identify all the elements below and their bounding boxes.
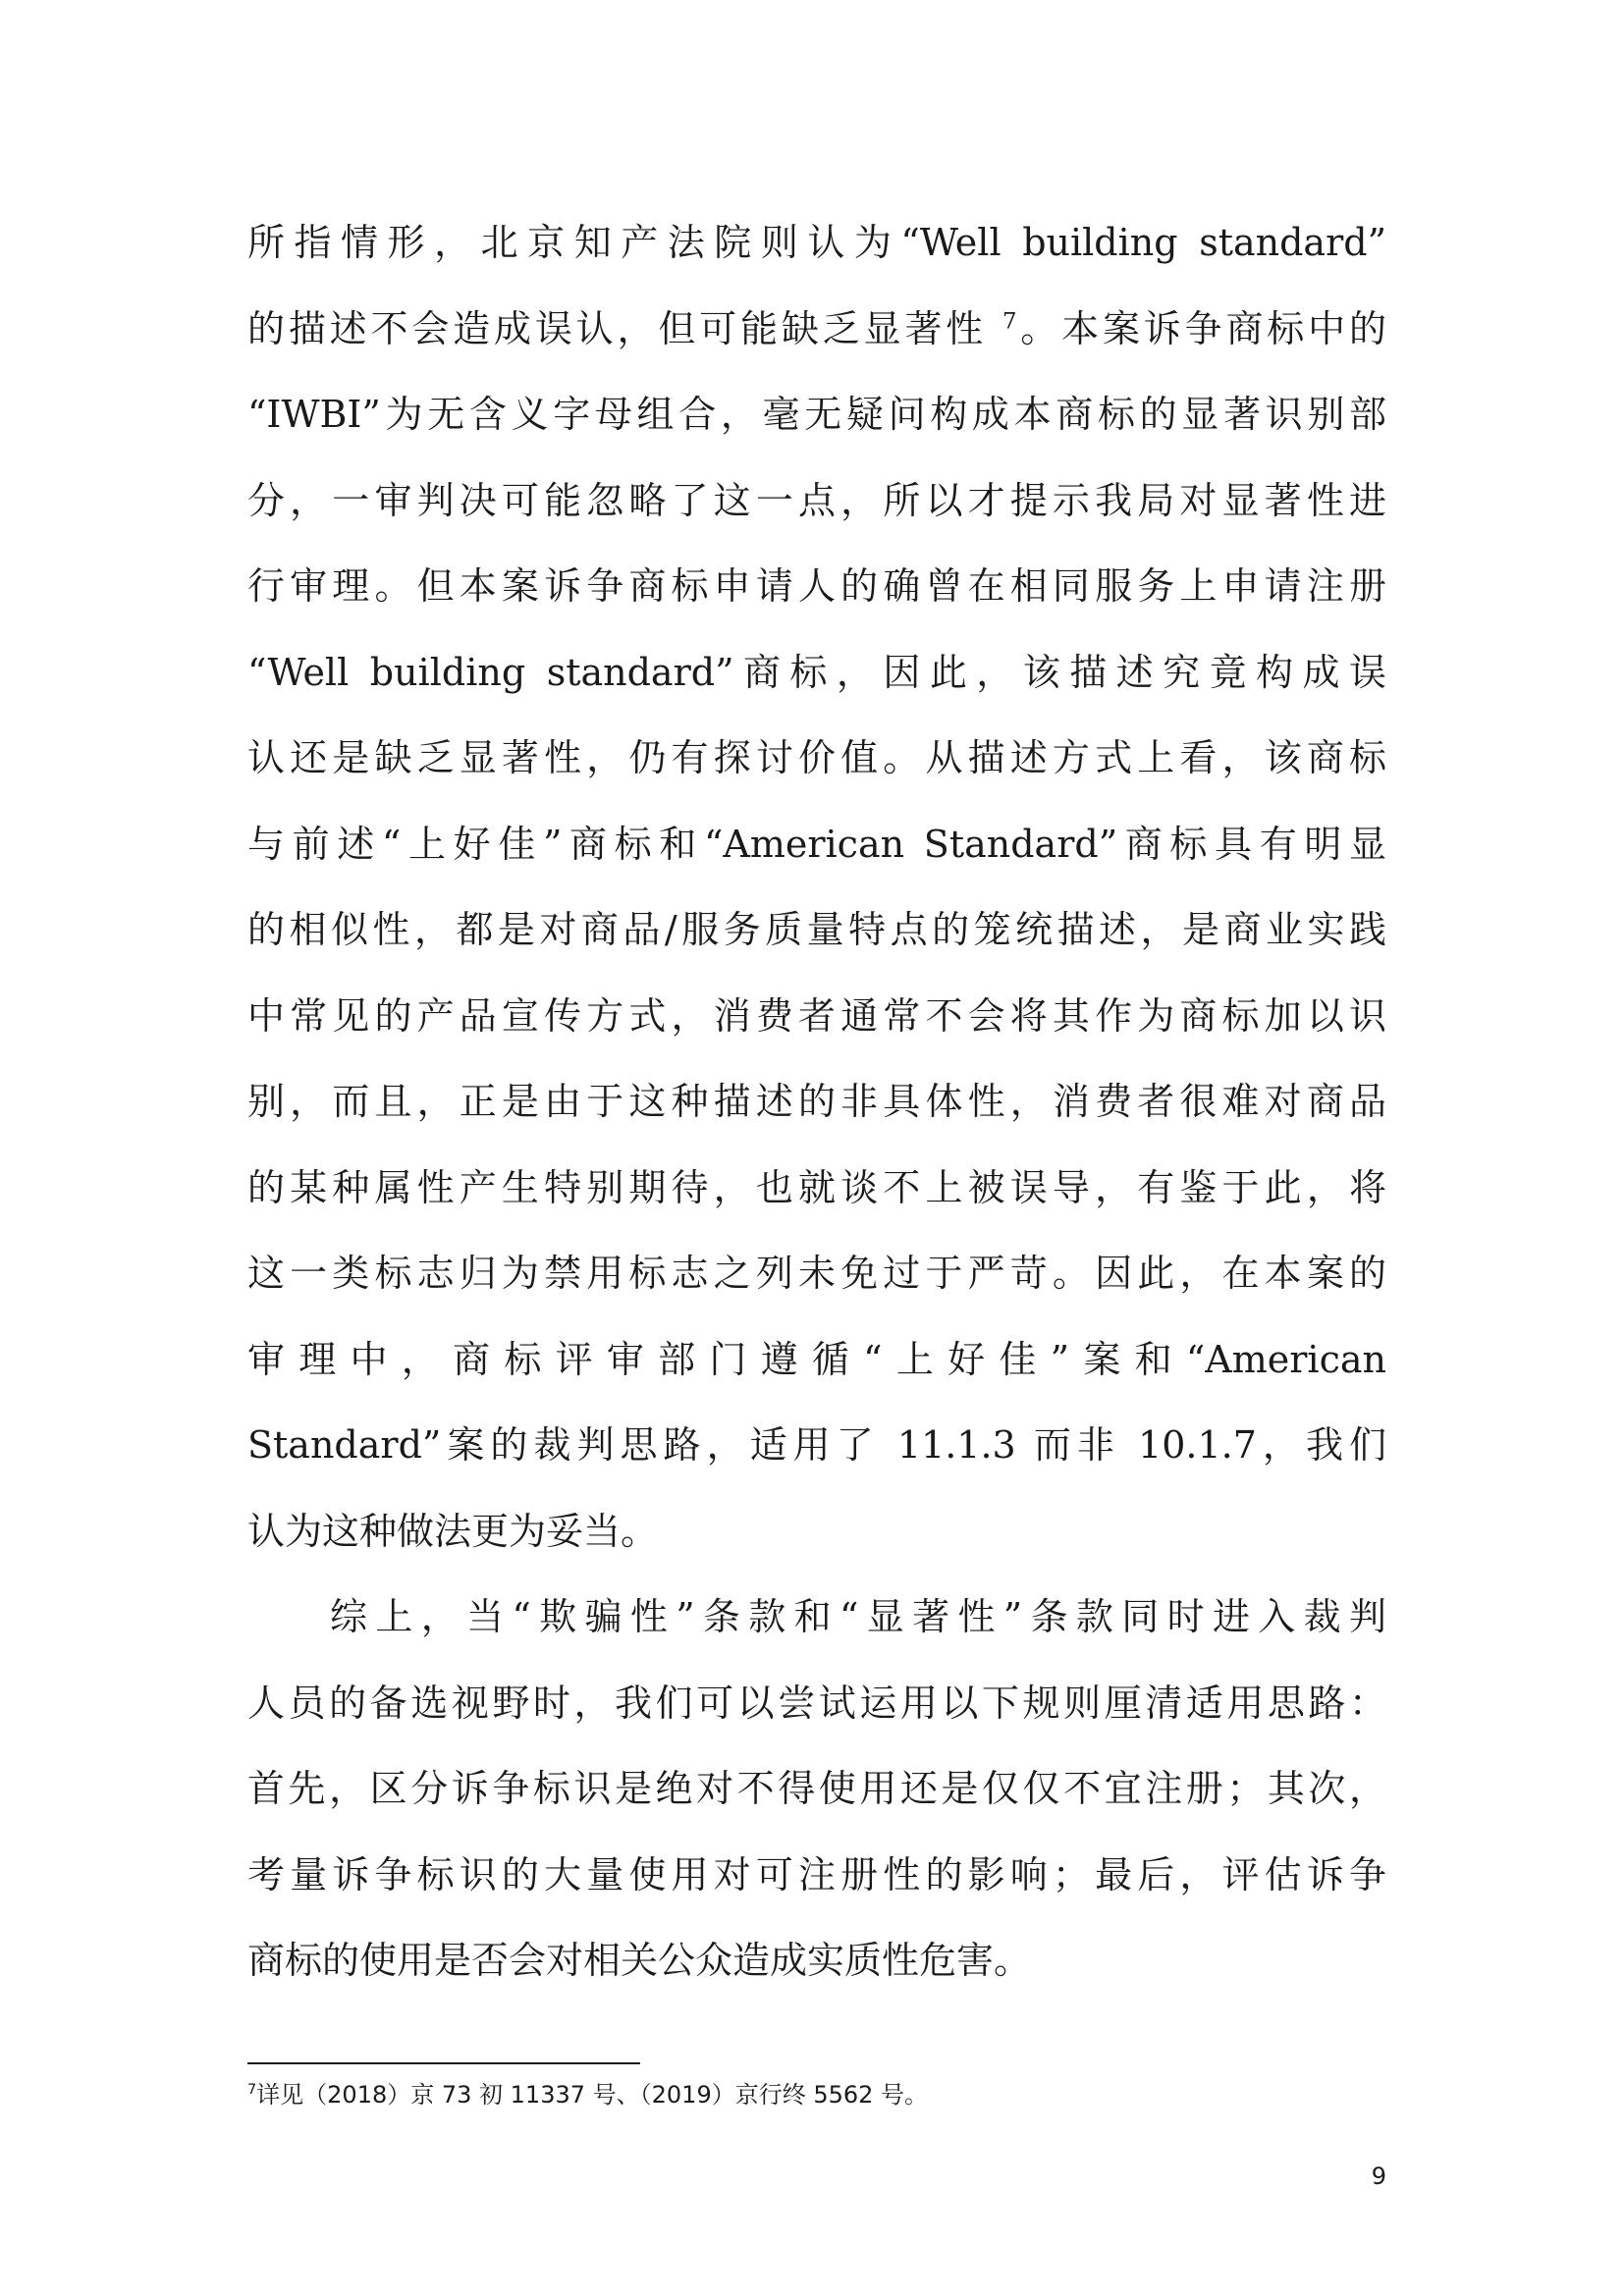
footnote-reference[interactable]: 7 [1001,307,1017,334]
text-line: 认为这种做法更为妥当。 [247,1509,659,1553]
text-line: 中常见的产品宣传方式，消费者通常不会将其作为商标加以识 [247,993,1386,1038]
text-line: 别，而且，正是由于这种描述的非具体性，消费者很难对商品 [247,1080,1386,1123]
footnote-marker: 7 [247,2082,257,2098]
text-line: 人员的备选视野时，我们可以尝试运用以下规则厘清适用思路： [247,1681,1386,1725]
page-number: 9 [1371,2163,1386,2190]
text-line: 的某种属性产生特别期待，也就谈不上被误导，有鉴于此，将 [247,1165,1386,1209]
footnote [247,2077,1386,2112]
text-line: Standard”案的裁判思路，适用了 11.1.3 而非 10.1.7，我们 [247,1423,1386,1467]
text-segment: 的描述不会造成误认，但可能缺乏显著性 [247,306,988,350]
footnote-text: 详见（2018）京 73 初 11337 号、（2019）京行终 5562 号。 [256,2081,929,2109]
text-segment: 。本案诉争商标中的 [1016,306,1386,350]
footnote-divider [247,2062,640,2064]
text-line: 审理中，商标评审部门遵循“上好佳”案和“American [247,1337,1386,1381]
text-line: 与前述“上好佳”商标和“American Standard”商标具有明显 [247,822,1386,866]
text-line: 分，一审判决可能忽略了这一点，所以才提示我局对显著性进 [247,478,1386,522]
text-line: 首先，区分诉争标识是绝对不得使用还是仅仅不宜注册；其次， [247,1767,1386,1810]
text-line: 的相似性，都是对商品/服务质量特点的笼统描述，是商业实践 [247,908,1386,951]
text-line: 考量诉争标识的大量使用对可注册性的影响；最后，评估诉争 [247,1852,1386,1896]
text-line: 综上，当“欺骗性”条款和“显著性”条款同时进入裁判 [330,1595,1386,1638]
body-text [247,200,1386,2004]
text-line: “IWBI”为无含义字母组合，毫无疑问构成本商标的显著识别部 [247,393,1386,436]
text-line: 商标的使用是否会对相关公众造成实质性危害。 [247,1939,1032,1982]
text-line: 这一类标志归为禁用标志之列未免过于严苛。因此，在本案的 [247,1252,1386,1295]
text-line: 所指情形，北京知产法院则认为“Well building standard” [247,221,1386,264]
text-line: “Well building standard”商标，因此，该描述究竟构成误 [247,650,1386,694]
text-line: 行审理。但本案诉争商标申请人的确曾在相同服务上申请注册 [247,564,1386,608]
text-line: 认还是缺乏显著性，仍有探讨价值。从描述方式上看，该商标 [247,736,1386,779]
text-line [247,287,1386,373]
